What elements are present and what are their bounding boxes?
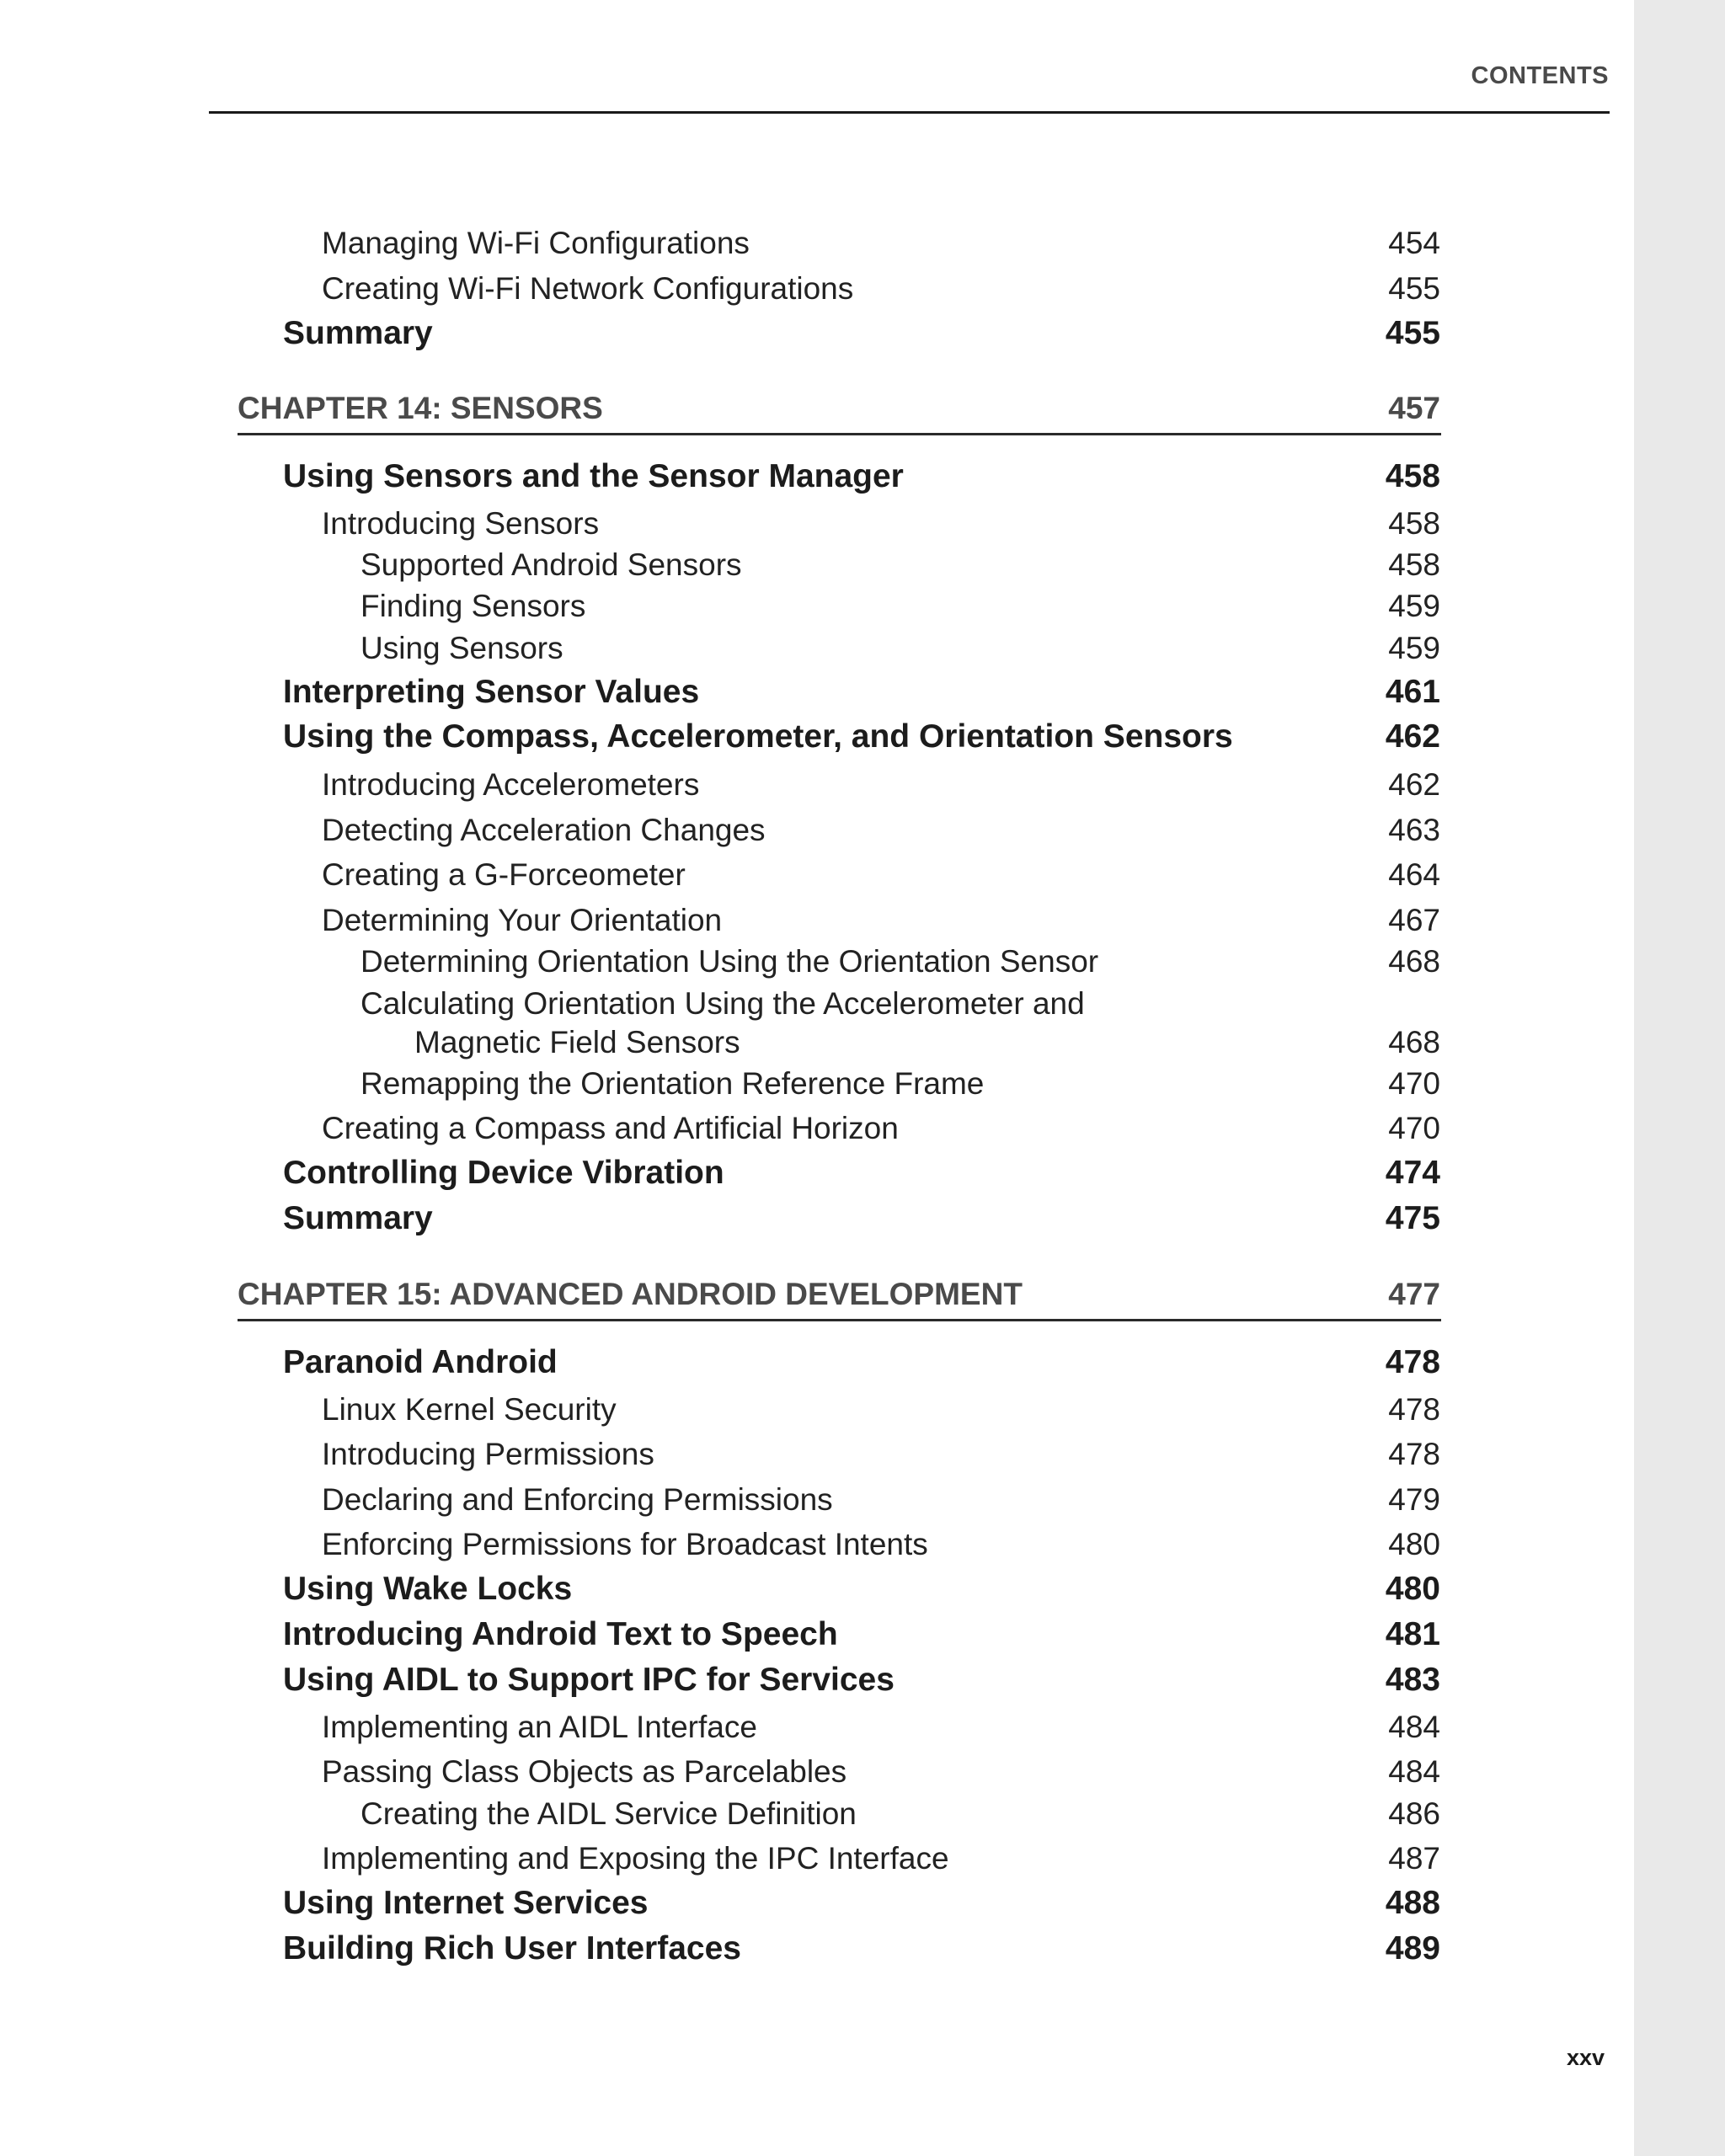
toc-entry-page: 467 (1388, 903, 1440, 937)
toc-section-page: 462 (1385, 718, 1440, 755)
toc-subentry-page: 470 (1388, 1066, 1440, 1101)
toc-entry (0, 1841, 1440, 1883)
chapter-heading (0, 1277, 1440, 1319)
toc-entry (0, 1527, 1440, 1569)
toc-entry-title: Passing Class Objects as Parcelables (322, 1754, 847, 1789)
toc-subentry-continuation (0, 1025, 1440, 1067)
toc-entry-title: Introducing Accelerometers (322, 767, 700, 802)
toc-entry (0, 903, 1440, 945)
toc-entry (0, 226, 1440, 268)
toc-entry (0, 1111, 1440, 1153)
toc-section (0, 718, 1440, 760)
toc-section-page: 458 (1385, 458, 1440, 494)
toc-section (0, 1200, 1440, 1242)
toc-section-title: Paranoid Android (283, 1344, 558, 1380)
toc-entry-page: 487 (1388, 1841, 1440, 1876)
page-margin (1634, 0, 1725, 2156)
toc-entry-page: 484 (1388, 1754, 1440, 1789)
toc-entry-title: Managing Wi-Fi Configurations (322, 226, 750, 260)
toc-entry-title: Enforcing Permissions for Broadcast Intents (322, 1527, 928, 1561)
toc-subentry-page: 468 (1388, 944, 1440, 979)
toc-entry-page: 462 (1388, 767, 1440, 802)
toc-section (0, 315, 1440, 357)
toc-entry-page: 455 (1388, 271, 1440, 306)
toc-subentry-title-continued: Magnetic Field Sensors (414, 1025, 740, 1059)
page-number: xxv (1566, 2045, 1605, 2070)
toc-subentry-title: Finding Sensors (360, 589, 586, 623)
toc-entry-title: Creating Wi-Fi Network Configurations (322, 271, 854, 306)
toc-subentry-title: Supported Android Sensors (360, 547, 742, 582)
toc-section-title: Using Wake Locks (283, 1571, 573, 1607)
toc-entry (0, 1437, 1440, 1479)
toc-section-page: 488 (1385, 1885, 1440, 1921)
toc-entry-title: Determining Your Orientation (322, 903, 723, 937)
toc-entry (0, 767, 1440, 809)
toc-entry-title: Creating a Compass and Artificial Horizon (322, 1111, 899, 1145)
chapter-rule (238, 1319, 1441, 1321)
toc-subentry-page: 459 (1388, 631, 1440, 665)
toc-section-page: 455 (1385, 315, 1440, 351)
toc-subentry (0, 1796, 1440, 1838)
toc-subentry-page: 458 (1388, 547, 1440, 582)
toc-entry-title: Implementing an AIDL Interface (322, 1710, 757, 1744)
toc-section (0, 674, 1440, 716)
toc-entry (0, 1754, 1440, 1796)
toc-section-title: Summary (283, 315, 433, 351)
chapter-title: CHAPTER 14: SENSORS (238, 391, 603, 425)
chapter-rule (238, 433, 1441, 435)
toc-subentry-title: Using Sensors (360, 631, 563, 665)
toc-subentry-page: 468 (1388, 1025, 1440, 1059)
header-rule (209, 111, 1610, 114)
toc-entry-page: 464 (1388, 857, 1440, 892)
chapter-page: 457 (1388, 391, 1440, 425)
toc-subentry (0, 986, 1440, 1028)
toc-section (0, 458, 1440, 500)
toc-entry (0, 1392, 1440, 1434)
toc-subentry-page: 459 (1388, 589, 1440, 623)
toc-section-title: Using the Compass, Accelerometer, and Orientation Sensors (283, 718, 1233, 755)
toc-subentry-title: Determining Orientation Using the Orientation Sensor (360, 944, 1099, 979)
toc-entry-page: 480 (1388, 1527, 1440, 1561)
toc-subentry (0, 631, 1440, 673)
toc-subentry (0, 1066, 1440, 1108)
toc-subentry (0, 547, 1440, 590)
toc-entry-title: Detecting Acceleration Changes (322, 813, 766, 847)
chapter-title: CHAPTER 15: ADVANCED ANDROID DEVELOPMENT (238, 1277, 1023, 1311)
toc-entry (0, 813, 1440, 855)
toc-entry-title: Introducing Permissions (322, 1437, 654, 1471)
toc-entry-title: Linux Kernel Security (322, 1392, 617, 1427)
toc-entry-title: Declaring and Enforcing Permissions (322, 1482, 833, 1517)
toc-entry (0, 506, 1440, 548)
toc-section-page: 480 (1385, 1571, 1440, 1607)
toc-section-title: Using Sensors and the Sensor Manager (283, 458, 904, 494)
toc-section-title: Using Internet Services (283, 1885, 649, 1921)
toc-entry-page: 479 (1388, 1482, 1440, 1517)
toc-section (0, 1616, 1440, 1658)
toc-entry-title: Implementing and Exposing the IPC Interface (322, 1841, 949, 1876)
toc-section-page: 481 (1385, 1616, 1440, 1652)
toc-entry-page: 458 (1388, 506, 1440, 541)
toc-subentry-page: 486 (1388, 1796, 1440, 1831)
toc-section-title: Building Rich User Interfaces (283, 1930, 741, 1967)
toc-entry-page: 478 (1388, 1392, 1440, 1427)
toc-entry (0, 1710, 1440, 1752)
toc-section-page: 474 (1385, 1155, 1440, 1191)
running-head: CONTENTS (1471, 62, 1609, 89)
toc-subentry (0, 589, 1440, 631)
toc-section (0, 1155, 1440, 1197)
toc-entry-title: Introducing Sensors (322, 506, 600, 541)
toc-entry (0, 271, 1440, 313)
toc-entry-page: 463 (1388, 813, 1440, 847)
toc-section-page: 461 (1385, 674, 1440, 710)
toc-section-page: 478 (1385, 1344, 1440, 1380)
toc-subentry-title: Remapping the Orientation Reference Frame (360, 1066, 985, 1101)
toc-subentry (0, 944, 1440, 986)
toc-entry (0, 1482, 1440, 1524)
toc-section-page: 475 (1385, 1200, 1440, 1236)
toc-section-title: Interpreting Sensor Values (283, 674, 700, 710)
toc-entry (0, 857, 1440, 899)
toc-section-title: Using AIDL to Support IPC for Services (283, 1662, 895, 1698)
toc-entry-page: 454 (1388, 226, 1440, 260)
toc-section (0, 1344, 1440, 1386)
toc-entry-title: Creating a G-Forceometer (322, 857, 686, 892)
toc-entry-page: 478 (1388, 1437, 1440, 1471)
toc-entry-page: 484 (1388, 1710, 1440, 1744)
toc-section (0, 1885, 1440, 1927)
chapter-page: 477 (1388, 1277, 1440, 1311)
toc-section (0, 1571, 1440, 1613)
toc-section-title: Controlling Device Vibration (283, 1155, 724, 1191)
toc-subentry-title: Creating the AIDL Service Definition (360, 1796, 857, 1831)
toc-section-page: 489 (1385, 1930, 1440, 1967)
chapter-heading (0, 391, 1440, 433)
toc-subentry-title: Calculating Orientation Using the Accelerometer and (360, 986, 1085, 1021)
toc-section-page: 483 (1385, 1662, 1440, 1698)
toc-section-title: Introducing Android Text to Speech (283, 1616, 838, 1652)
toc-section (0, 1662, 1440, 1704)
toc-entry-page: 470 (1388, 1111, 1440, 1145)
toc-section-title: Summary (283, 1200, 433, 1236)
toc-section (0, 1930, 1440, 1972)
